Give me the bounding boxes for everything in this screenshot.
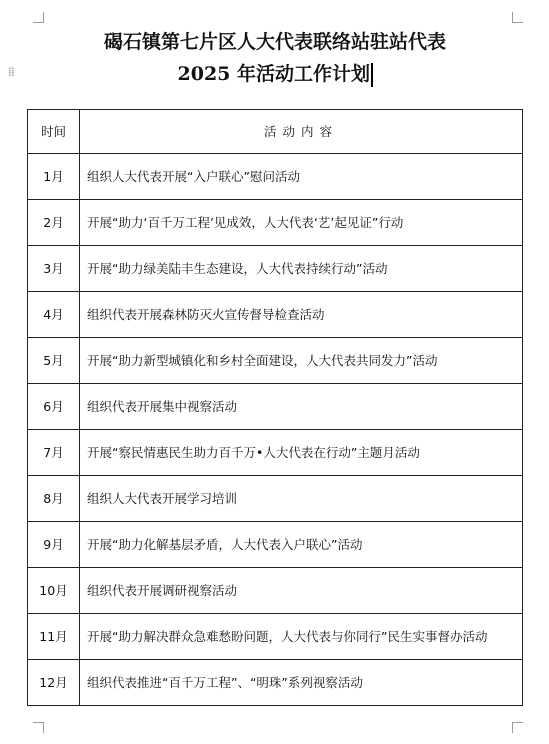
month-cell[interactable]: 7月 [28, 430, 80, 476]
content-cell[interactable]: 开展“察民情惠民生助力百千万•人大代表在行动”主题月活动 [80, 430, 523, 476]
text-cursor [371, 63, 373, 87]
content-cell[interactable]: 开展“助力新型城镇化和乡村全面建设，人大代表共同发力”活动 [80, 338, 523, 384]
month-cell[interactable]: 6月 [28, 384, 80, 430]
activity-plan-table [27, 109, 523, 706]
month-cell[interactable]: 5月 [28, 338, 80, 384]
page-corner-mark-top-left [33, 12, 44, 23]
page-corner-mark-bottom-left [33, 722, 44, 733]
month-cell[interactable]: 1月 [28, 154, 80, 200]
content-cell[interactable]: 组织人大代表开展学习培训 [80, 476, 523, 522]
table-row [28, 200, 523, 246]
content-cell[interactable]: 组织代表推进“百千万工程”、“明珠”系列视察活动 [80, 660, 523, 706]
content-cell[interactable]: 组织人大代表开展“入户联心”慰问活动 [80, 154, 523, 200]
content-cell[interactable]: 开展“助力绿美陆丰生态建设，人大代表持续行动”活动 [80, 246, 523, 292]
drag-handle-icon[interactable]: ⁞⁞ [8, 65, 14, 79]
header-month: 时间 [28, 110, 80, 154]
month-cell[interactable]: 2月 [28, 200, 80, 246]
month-cell[interactable]: 4月 [28, 292, 80, 338]
table-row [28, 246, 523, 292]
table-row [28, 154, 523, 200]
table-row [28, 614, 523, 660]
table-row [28, 568, 523, 614]
page-corner-mark-top-right [512, 12, 523, 23]
table-row [28, 660, 523, 706]
month-cell[interactable]: 9月 [28, 522, 80, 568]
content-cell[interactable]: 开展“助力解决群众急难愁盼问题，人大代表与你同行”民生实事督办活动 [80, 614, 523, 660]
content-cell[interactable]: 组织代表开展集中视察活动 [80, 384, 523, 430]
table-row [28, 476, 523, 522]
table-row [28, 292, 523, 338]
table-row [28, 522, 523, 568]
content-cell[interactable]: 组织代表开展森林防灭火宣传督导检查活动 [80, 292, 523, 338]
content-cell[interactable]: 组织代表开展调研视察活动 [80, 568, 523, 614]
document-title-line-2-text: 2025 年活动工作计划 [177, 63, 370, 85]
table-row [28, 430, 523, 476]
month-cell[interactable]: 11月 [28, 614, 80, 660]
month-cell[interactable]: 10月 [28, 568, 80, 614]
table-row [28, 384, 523, 430]
content-cell[interactable]: 开展“助力‘百千万工程’见成效，人大代表‘艺’起见证”行动 [80, 200, 523, 246]
month-cell[interactable]: 12月 [28, 660, 80, 706]
document-title-line-2 [60, 62, 490, 87]
table-header-row [28, 110, 523, 154]
page-corner-mark-bottom-right [512, 722, 523, 733]
content-cell[interactable]: 开展“助力化解基层矛盾，人大代表入户联心”活动 [80, 522, 523, 568]
table-row [28, 338, 523, 384]
header-content: 活动内容 [80, 110, 523, 154]
document-title-line-1: 碣石镇第七片区人大代表联络站驻站代表 [103, 31, 446, 53]
month-cell[interactable]: 3月 [28, 246, 80, 292]
month-cell[interactable]: 8月 [28, 476, 80, 522]
